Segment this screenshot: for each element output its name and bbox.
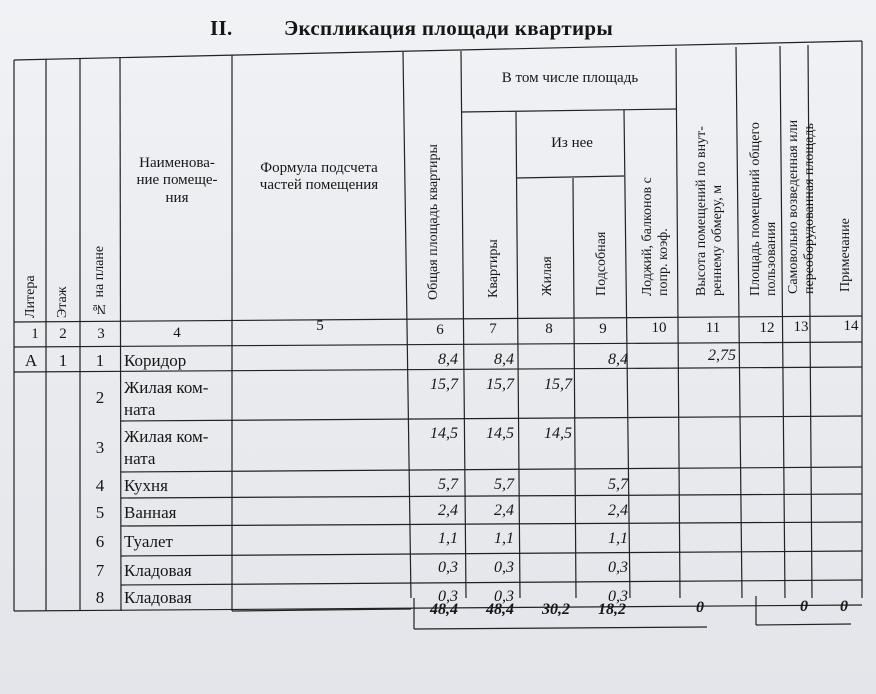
header-illegal-area: Самовольно возведенная или переоборудованная площадь [786, 119, 818, 294]
row-litera: А [24, 350, 38, 370]
row-apartment-area: 15,7 [486, 376, 514, 393]
row-total-area: 5,7 [438, 476, 458, 493]
header-plan-no: № на плане [92, 245, 107, 316]
column-number-12: 12 [759, 320, 775, 336]
section-number: II. [210, 16, 233, 40]
row-auxiliary-area: 2,4 [608, 502, 628, 519]
row-apartment-area: 8,4 [494, 351, 514, 368]
column-number-11: 11 [705, 320, 721, 336]
section-title: Экспликация площади квартиры [284, 16, 614, 40]
column-number-4: 4 [173, 325, 181, 341]
row-plan-number: 3 [95, 437, 105, 457]
row-auxiliary-area: 0,3 [608, 559, 628, 576]
row-plan-number: 4 [95, 476, 105, 495]
row-plan-number: 1 [95, 350, 105, 370]
row-auxiliary-area: 8,4 [608, 351, 628, 368]
row-room-name: ната [124, 449, 156, 468]
row-living-area: 15,7 [544, 376, 572, 393]
row-total-area: 0,3 [438, 559, 458, 576]
column-number-10: 10 [651, 320, 667, 336]
auxiliary-area-sum: 18,2 [598, 601, 626, 618]
row-plan-number: 5 [95, 503, 105, 522]
row-auxiliary-area: 0,3 [608, 588, 628, 605]
row-apartment-area: 2,4 [494, 502, 514, 519]
row-room-name: Жилая ком- [124, 427, 209, 446]
row-auxiliary-area: 1,1 [608, 530, 628, 547]
column-number-1: 1 [31, 326, 39, 342]
header-of-it: Из нее [551, 135, 593, 151]
row-total-area: 1,1 [438, 530, 458, 547]
column-number-8: 8 [545, 321, 553, 337]
row-floor: 1 [58, 350, 68, 370]
row-total-area: 8,4 [438, 351, 458, 368]
column-number-7: 7 [489, 321, 497, 337]
row-apartment-area: 14,5 [486, 425, 514, 442]
header-height: Высота помещений по внут- реннему обмеру, м [694, 126, 726, 296]
row-height: 2,75 [708, 347, 736, 364]
row-total-area: 0,3 [438, 588, 458, 605]
header-formula: Формула подсчета частей помещения [259, 160, 379, 194]
row-plan-number: 6 [95, 531, 105, 551]
header-including-area: В том числе площадь [501, 70, 639, 86]
row-room-name: Кладовая [124, 588, 192, 607]
row-room-name: Коридор [124, 350, 187, 370]
row-plan-number: 8 [95, 588, 105, 607]
loggias-area-sum: 0 [696, 599, 704, 616]
row-auxiliary-area: 5,7 [608, 476, 628, 493]
header-loggias: Лоджий, балконов с попр. коэф. [640, 177, 672, 296]
header-auxiliary: Подсобная [594, 231, 609, 296]
header-floor: Этаж [55, 286, 70, 318]
row-room-name: Ванная [124, 503, 177, 522]
column-number-13: 13 [793, 319, 809, 335]
row-living-area: 14,5 [544, 425, 572, 442]
column-number-14: 14 [843, 318, 859, 334]
illegal-area-sum: 0 [800, 598, 808, 615]
column-number-6: 6 [436, 322, 444, 338]
note-sum: 0 [840, 598, 848, 615]
row-room-name: ната [124, 400, 156, 419]
row-room-name: Жилая ком- [124, 378, 209, 397]
header-living: Жилая [540, 256, 555, 296]
header-room-name: Наименова- ние помеще- ния [136, 155, 218, 206]
row-room-name: Туалет [124, 531, 173, 551]
row-apartment-area: 1,1 [494, 530, 514, 547]
row-total-area: 14,5 [430, 425, 458, 442]
row-plan-number: 7 [95, 560, 105, 580]
header-note: Примечание [838, 218, 853, 292]
header-apartment: Квартиры [486, 239, 501, 298]
row-plan-number: 2 [95, 387, 105, 407]
column-number-5: 5 [316, 318, 324, 334]
total-area-sum: 48,4 [430, 601, 458, 618]
living-area-sum: 30,2 [542, 601, 570, 618]
apartment-area-sum: 48,4 [486, 601, 514, 618]
column-number-3: 3 [97, 326, 105, 342]
header-total-area: Общая площадь квартиры [426, 144, 441, 300]
row-apartment-area: 0,3 [494, 588, 514, 605]
row-apartment-area: 5,7 [494, 476, 514, 493]
header-common-area: Площадь помещений общего пользования [748, 122, 780, 296]
row-room-name: Кладовая [124, 560, 192, 580]
row-apartment-area: 0,3 [494, 559, 514, 576]
header-litera: Литера [23, 275, 38, 318]
row-total-area: 15,7 [430, 376, 458, 393]
row-total-area: 2,4 [438, 502, 458, 519]
column-number-2: 2 [59, 326, 67, 342]
row-room-name: Кухня [124, 476, 168, 495]
column-number-9: 9 [599, 321, 607, 337]
